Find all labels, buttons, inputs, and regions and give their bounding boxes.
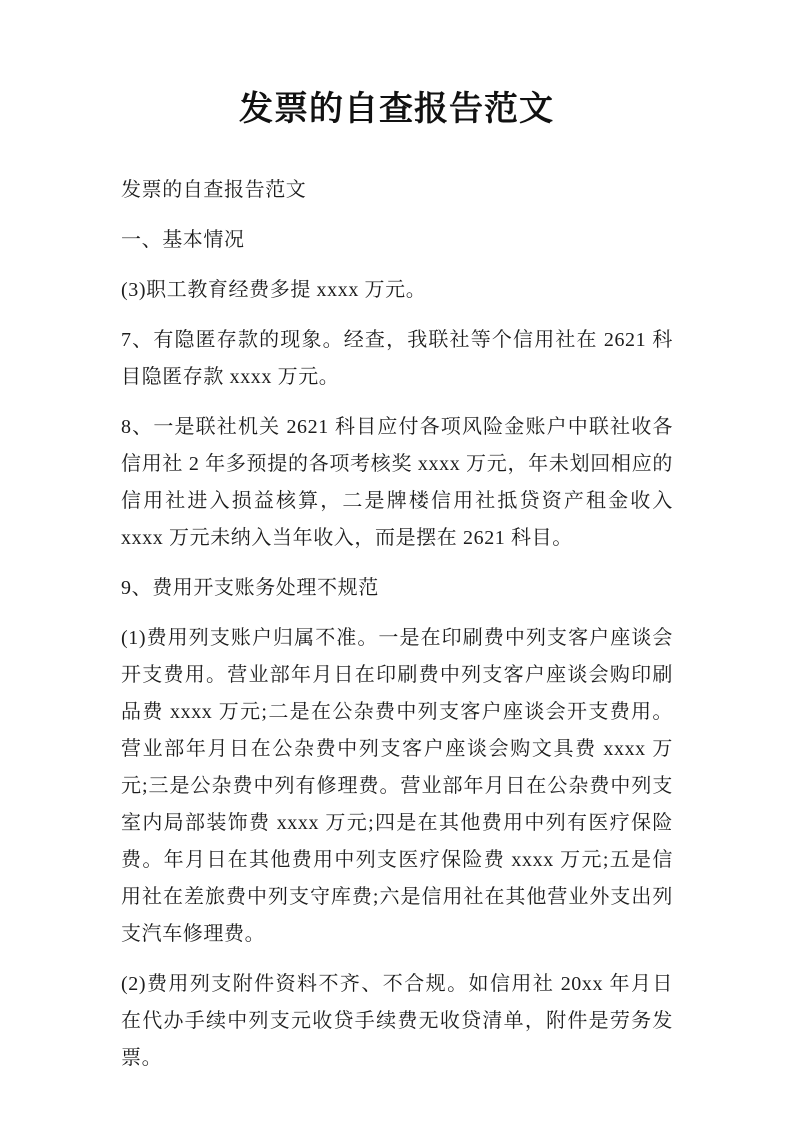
paragraph-item-9-1: (1)费用列支账户归属不准。一是在印刷费中列支客户座谈会开支费用。营业部年月日在印刷费中列支客户座谈会购印刷品费 xxxx 万元;二是在公杂费中列支客户座谈会开支费用。营业部年月日在公杂费中列支客户座谈会购文具费 xxxx 万元;三是公杂费中列有修理费。营业部年月日在公杂费中列支室内局部装饰费 xxxx 万元;四是在其他费用中列有医疗保险费。年月日在其他费用中列支医疗保险费 xxxx 万元;五是信用社在差旅费中列支守库费;六是信用社在其他营业外支出列支汽车修理费。 bbox=[121, 627, 673, 945]
paragraph-subtitle: 发票的自查报告范文 bbox=[121, 179, 307, 201]
paragraph-section-heading: 一、基本情况 bbox=[121, 229, 245, 251]
document-body bbox=[121, 172, 673, 1077]
paragraph-item-8: 8、一是联社机关 2621 科目应付各项风险金账户中联社收各信用社 2 年多预提的各项考核奖 xxxx 万元，年未划回相应的信用社进入损益核算，二是牌楼信用社抵贷资产租金收入 xxxx 万元未纳入当年收入，而是摆在 2621 科目。 bbox=[121, 416, 673, 549]
paragraph-item-7: 7、有隐匿存款的现象。经查，我联社等个信用社在 2621 科目隐匿存款 xxxx 万元。 bbox=[121, 329, 673, 388]
paragraph-item-3: (3)职工教育经费多提 xxxx 万元。 bbox=[121, 279, 427, 301]
paragraph-item-9-2: (2)费用列支附件资料不齐、不合规。如信用社 20xx 年月日在代办手续中列支元收贷手续费无收贷清单，附件是劳务发票。 bbox=[121, 973, 673, 1069]
document-title: 发票的自查报告范文 bbox=[239, 91, 554, 128]
paragraph-item-9: 9、费用开支账务处理不规范 bbox=[121, 577, 379, 599]
